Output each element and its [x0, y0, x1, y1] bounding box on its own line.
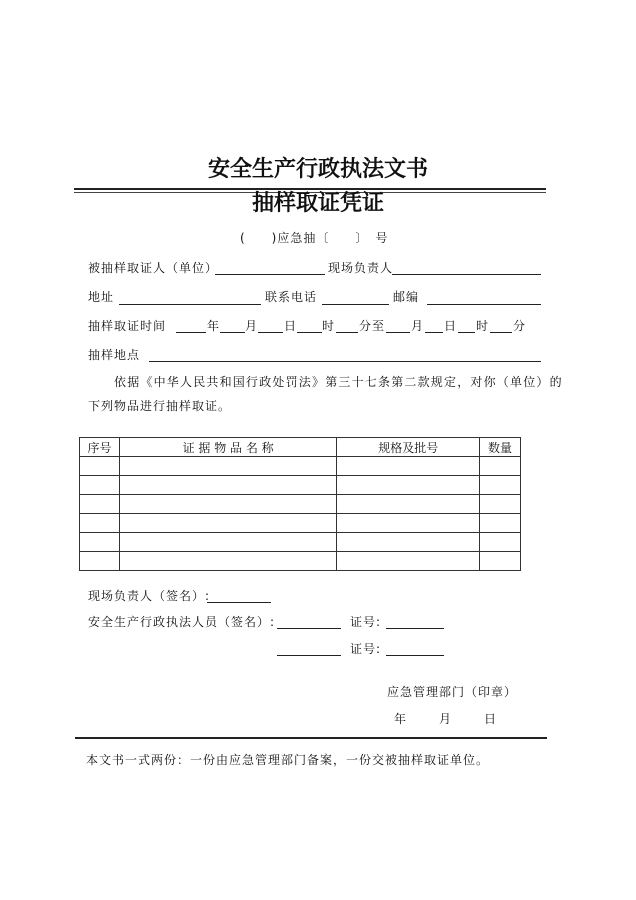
time-field[interactable]	[258, 332, 283, 333]
title-rule	[74, 188, 546, 190]
officer-signature-field-2[interactable]	[277, 655, 341, 656]
table-cell[interactable]	[80, 533, 120, 552]
evidence-table	[79, 437, 521, 571]
phone-label: 联系电话	[265, 290, 318, 304]
time-unit: 月	[245, 319, 258, 333]
time-unit: 日	[284, 319, 297, 333]
document-number: ( )应急抽〔 〕 号	[240, 231, 389, 245]
table-cell[interactable]	[480, 476, 521, 495]
time-unit: 日	[444, 319, 457, 333]
table-cell[interactable]	[480, 552, 521, 571]
body-paragraph-line1: 依据《中华人民共和国行政处罚法》第三十七条第二款规定，对你（单位）的	[114, 375, 563, 389]
address-field[interactable]	[119, 304, 261, 305]
time-field[interactable]	[425, 332, 443, 333]
time-field[interactable]	[336, 332, 358, 333]
table-cell[interactable]	[119, 514, 336, 533]
table-cell[interactable]	[480, 514, 521, 533]
table-cell[interactable]	[80, 476, 120, 495]
time-field[interactable]	[490, 332, 512, 333]
document-title: 安全生产行政执法文书	[207, 157, 428, 182]
table-row	[80, 514, 521, 533]
time-field[interactable]	[458, 332, 475, 333]
location-field[interactable]	[149, 361, 541, 362]
table-cell[interactable]	[119, 552, 336, 571]
address-label: 地址	[88, 290, 115, 304]
table-cell[interactable]	[80, 514, 120, 533]
cert-no-field-1[interactable]	[386, 628, 444, 629]
header-cell: 序号	[80, 438, 120, 457]
table-cell[interactable]	[80, 552, 120, 571]
sampled-party-field[interactable]	[215, 274, 325, 275]
table-cell[interactable]	[80, 457, 120, 476]
time-field[interactable]	[297, 332, 322, 333]
time-unit: 分	[513, 319, 526, 333]
time-unit: 月	[411, 319, 424, 333]
table-cell[interactable]	[337, 514, 480, 533]
table-cell[interactable]	[119, 476, 336, 495]
seal-year: 年	[394, 712, 407, 726]
table-row	[80, 533, 521, 552]
seal-month: 月	[439, 712, 452, 726]
seal-day: 日	[484, 712, 497, 726]
sampled-party-label: 被抽样取证人（单位）	[88, 261, 219, 275]
table-header-row	[80, 438, 521, 457]
table-cell[interactable]	[480, 533, 521, 552]
table-cell[interactable]	[119, 495, 336, 514]
table-cell[interactable]	[337, 476, 480, 495]
time-unit: 年	[207, 319, 220, 333]
table-cell[interactable]	[119, 533, 336, 552]
table-row	[80, 457, 521, 476]
footer-rule	[75, 737, 547, 739]
time-unit: 时	[476, 319, 489, 333]
table-cell[interactable]	[337, 495, 480, 514]
table-cell[interactable]	[337, 533, 480, 552]
seal-label: 应急管理部门（印章）	[387, 685, 518, 699]
officer-signature-label: 安全生产行政执法人员（签名）:	[88, 615, 276, 629]
postcode-field[interactable]	[427, 304, 541, 305]
table-cell[interactable]	[480, 457, 521, 476]
time-unit: 时	[322, 319, 335, 333]
site-manager-signature-field[interactable]	[207, 602, 271, 603]
time-field[interactable]	[220, 332, 245, 333]
time-field[interactable]	[386, 332, 410, 333]
table-cell[interactable]	[119, 457, 336, 476]
table-cell[interactable]	[480, 495, 521, 514]
table-row	[80, 476, 521, 495]
document-subtitle: 抽样取证凭证	[251, 191, 384, 216]
table-row	[80, 495, 521, 514]
header-cell: 规格及批号	[337, 438, 480, 457]
table-row	[80, 552, 521, 571]
location-label: 抽样地点	[88, 348, 141, 362]
site-manager-label: 现场负责人	[328, 261, 394, 275]
site-manager-signature-label: 现场负责人（签名）:	[88, 589, 211, 603]
phone-field[interactable]	[322, 304, 389, 305]
footer-note: 本文书一式两份：一份由应急管理部门备案，一份交被抽样取证单位。	[86, 753, 490, 767]
body-paragraph-line2: 下列物品进行抽样取证。	[88, 399, 232, 413]
table-cell[interactable]	[337, 552, 480, 571]
table-cell[interactable]	[337, 457, 480, 476]
cert-no-label: 证号:	[350, 615, 382, 629]
cert-no-field-2[interactable]	[386, 655, 444, 656]
officer-signature-field-1[interactable]	[277, 628, 341, 629]
site-manager-field[interactable]	[392, 274, 541, 275]
time-field[interactable]	[176, 332, 206, 333]
header-cell: 证 据 物 品 名 称	[119, 438, 336, 457]
cert-no-label: 证号:	[350, 642, 382, 656]
table-cell[interactable]	[80, 495, 120, 514]
time-label: 抽样取证时间	[88, 319, 167, 333]
time-unit: 分至	[359, 319, 386, 333]
header-cell: 数量	[480, 438, 521, 457]
postcode-label: 邮编	[393, 290, 420, 304]
